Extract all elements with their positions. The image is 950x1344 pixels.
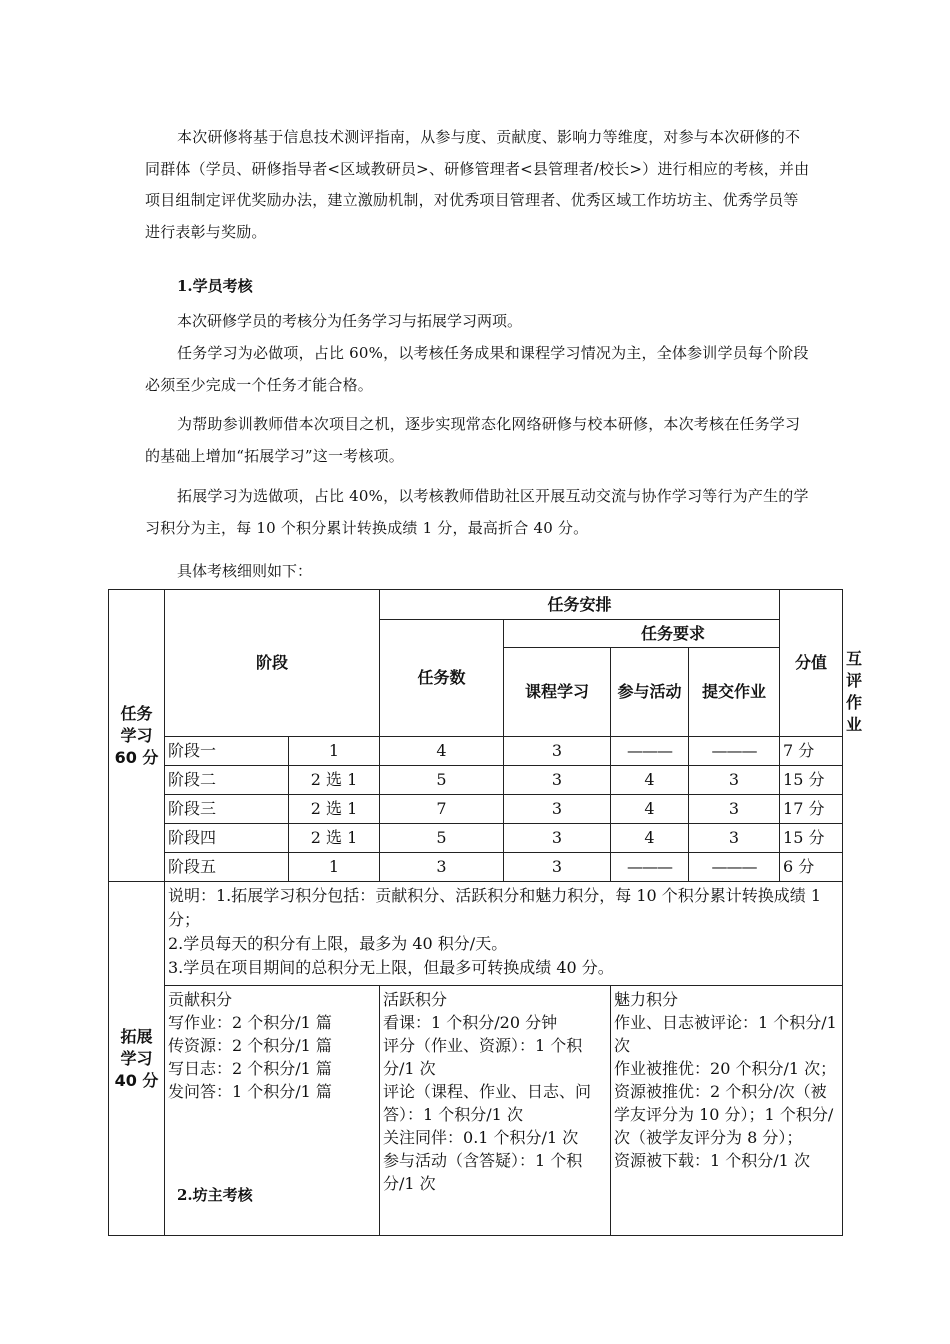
paragraph-1: 本次研修学员的考核分为任务学习与拓展学习两项。 <box>177 312 523 330</box>
header-arrangement: 任务安排 <box>380 590 780 620</box>
header-count: 任务数 <box>380 620 504 737</box>
peer-cell: 3 <box>689 795 780 824</box>
course-cell: 5 <box>380 824 504 853</box>
activity-cell: 3 <box>504 737 611 766</box>
list-item: 传资源：2 个积分/1 篇 <box>168 1036 332 1055</box>
list-item: 评分（作业、资源）：1 个积分/1 次 <box>383 1036 583 1078</box>
submit-cell: 4 <box>611 824 689 853</box>
peer-cell: ——— <box>689 853 780 882</box>
charm-title: 魅力积分 <box>614 990 679 1009</box>
list-item: 写日志：2 个积分/1 篇 <box>168 1059 332 1078</box>
peer-cell: 3 <box>689 766 780 795</box>
score-cell: 17 分 <box>780 795 843 824</box>
peer-cell: 3 <box>689 824 780 853</box>
paragraph-3: 为帮助参训教师借本次项目之机，逐步实现常态化网络研修与校本研修，本次考核在任务学习的基础上增加“拓展学习”这一考核项。 <box>145 415 801 465</box>
stage-cell: 阶段一 <box>165 737 289 766</box>
list-item: 作业、日志被评论：1 个积分/1 次 <box>614 1013 837 1055</box>
paragraph-2: 任务学习为必做项，占比 60%，以考核任务成果和课程学习情况为主，全体参训学员每个阶段必须至少完成一个任务才能合格。 <box>145 344 809 394</box>
extended-learning-label: 拓展 学习 40 分 <box>109 882 165 1236</box>
paragraph-4: 拓展学习为选做项，占比 40%，以考核教师借助社区开展互动交流与协作学习等行为产生的学习积分为主，每 10 个积分累计转换成绩 1 分，最高折合 40 分。 <box>145 487 809 537</box>
section2-heading: 2.坊主考核 <box>177 1186 253 1204</box>
activity-cell: 3 <box>504 853 611 882</box>
list-item: 评论（课程、作业、日志、问答）：1 个积分/1 次 <box>383 1082 592 1124</box>
course-cell: 7 <box>380 795 504 824</box>
active-points-cell <box>380 986 611 1236</box>
table-row <box>109 853 843 882</box>
header-requirements: 任务要求 <box>504 620 843 648</box>
extended-learning-note: 说明：1.拓展学习积分包括：贡献积分、活跃积分和魅力积分，每 10 个积分累计转换成绩 1 分； 2.学员每天的积分有上限，最多为 40 积分/天。 3.学员在项目期间的总积分无上限，但最多可转换成绩 40 分。 <box>165 882 843 986</box>
task-learning-label: 任务 学习 60 分 <box>109 590 165 882</box>
stage-cell: 阶段二 <box>165 766 289 795</box>
course-cell: 4 <box>380 737 504 766</box>
active-title: 活跃积分 <box>383 990 448 1009</box>
list-item: 关注同伴：0.1 个积分/1 次 <box>383 1128 579 1147</box>
table-row <box>109 766 843 795</box>
header-stage: 阶段 <box>165 590 380 737</box>
contribution-title: 贡献积分 <box>168 990 233 1009</box>
header-submit: 提交作业 <box>689 648 780 737</box>
list-item: 资源被下载：1 个积分/1 次 <box>614 1151 810 1170</box>
table-row <box>109 824 843 853</box>
stage-cell: 阶段四 <box>165 824 289 853</box>
submit-cell: ——— <box>611 737 689 766</box>
submit-cell: ——— <box>611 853 689 882</box>
count-cell: 1 <box>289 853 380 882</box>
list-item: 参与活动（含答疑）：1 个积分/1 次 <box>383 1151 583 1193</box>
count-cell: 1 <box>289 737 380 766</box>
list-item: 看课：1 个积分/20 分钟 <box>383 1013 558 1032</box>
course-cell: 3 <box>380 853 504 882</box>
list-item: 写作业：2 个积分/1 篇 <box>168 1013 332 1032</box>
score-cell: 6 分 <box>780 853 843 882</box>
submit-cell: 4 <box>611 766 689 795</box>
score-cell: 15 分 <box>780 766 843 795</box>
activity-cell: 3 <box>504 766 611 795</box>
list-item: 作业被推优：20 个积分/1 次； <box>614 1059 837 1078</box>
stage-cell: 阶段五 <box>165 853 289 882</box>
header-score: 分值 <box>780 590 843 737</box>
activity-cell: 3 <box>504 795 611 824</box>
submit-cell: 4 <box>611 795 689 824</box>
score-cell: 15 分 <box>780 824 843 853</box>
count-cell: 2 选 1 <box>289 766 380 795</box>
stage-cell: 阶段三 <box>165 795 289 824</box>
table-row <box>109 737 843 766</box>
count-cell: 2 选 1 <box>289 795 380 824</box>
score-cell: 7 分 <box>780 737 843 766</box>
header-activity: 参与活动 <box>611 648 689 737</box>
intro-paragraph: 本次研修将基于信息技术测评指南，从参与度、贡献度、影响力等维度，对参与本次研修的不同群体（学员、研修指导者<区域教研员>、研修管理者<县管理者/校长>）进行相应的考核，并由项目组制定评优奖励办法，建立激励机制，对优秀项目管理者、优秀区域工作坊坊主、优秀学员等进行表彰与奖励。 <box>145 128 810 241</box>
course-cell: 5 <box>380 766 504 795</box>
list-item: 资源被推优：2 个积分/次（被学友评分为 10 分）；1 个积分/次（被学友评分为 8 分）； <box>614 1082 834 1147</box>
section1-heading: 1.学员考核 <box>177 277 253 295</box>
charm-points-cell <box>611 986 843 1236</box>
assessment-table: 任务 学习 60 分 阶段 任务安排 分值 任务数 任务要求 课程学习 参与活动 提交作业 互评作业 阶段一 1 4 3 ——— ——— 7 分 阶段二 2 选 1 5 3 4 3 15 分 阶段三 2 选 1 7 3 4 3 17 分 阶段四 2 选 1 5 3 4 3 15 分 阶段五 1 3 3 ——— ——— 6 分 拓展 学习 40 分 说明：1.拓展学习积分包括：贡献积分、活跃积分和魅力积分，每 10 个积分累计转换成绩 1 分； 2.学员每天的积分有上限，最多为 40 积分/天。 3.学员在项目期间的总积分无上限，但最多可转换成绩 40 分。 贡献积分 写作业：2 个积分/1 篇 传资源：2 个积分/1 篇 写日志：2 个积分/1 篇 发问答：1 个积分/1 篇 活跃积分 看课：1 个积分/20 分钟 评分（作业、资源）：1 个积分/1 次 评论（课程、作业、日志、问答）：1 个积分/1 次 关注同伴：0.1 个积分/1 次 参与活动（含答疑）：1 个积分/1 次 魅力积分 作业、日志被评论：1 个积分/1 次 作业被推优：20 个积分/1 次； 资源被推优：2 个积分/次（被学友评分为 10 分）；1 个积分/次（被学友评分为 8 分）； 资源被下载：1 个积分/1 次 <box>108 589 843 1236</box>
paragraph-5: 具体考核细则如下： <box>177 562 313 580</box>
activity-cell: 3 <box>504 824 611 853</box>
header-course: 课程学习 <box>504 648 611 737</box>
table-row <box>109 795 843 824</box>
list-item: 发问答：1 个积分/1 篇 <box>168 1082 332 1101</box>
peer-cell: ——— <box>689 737 780 766</box>
count-cell: 2 选 1 <box>289 824 380 853</box>
